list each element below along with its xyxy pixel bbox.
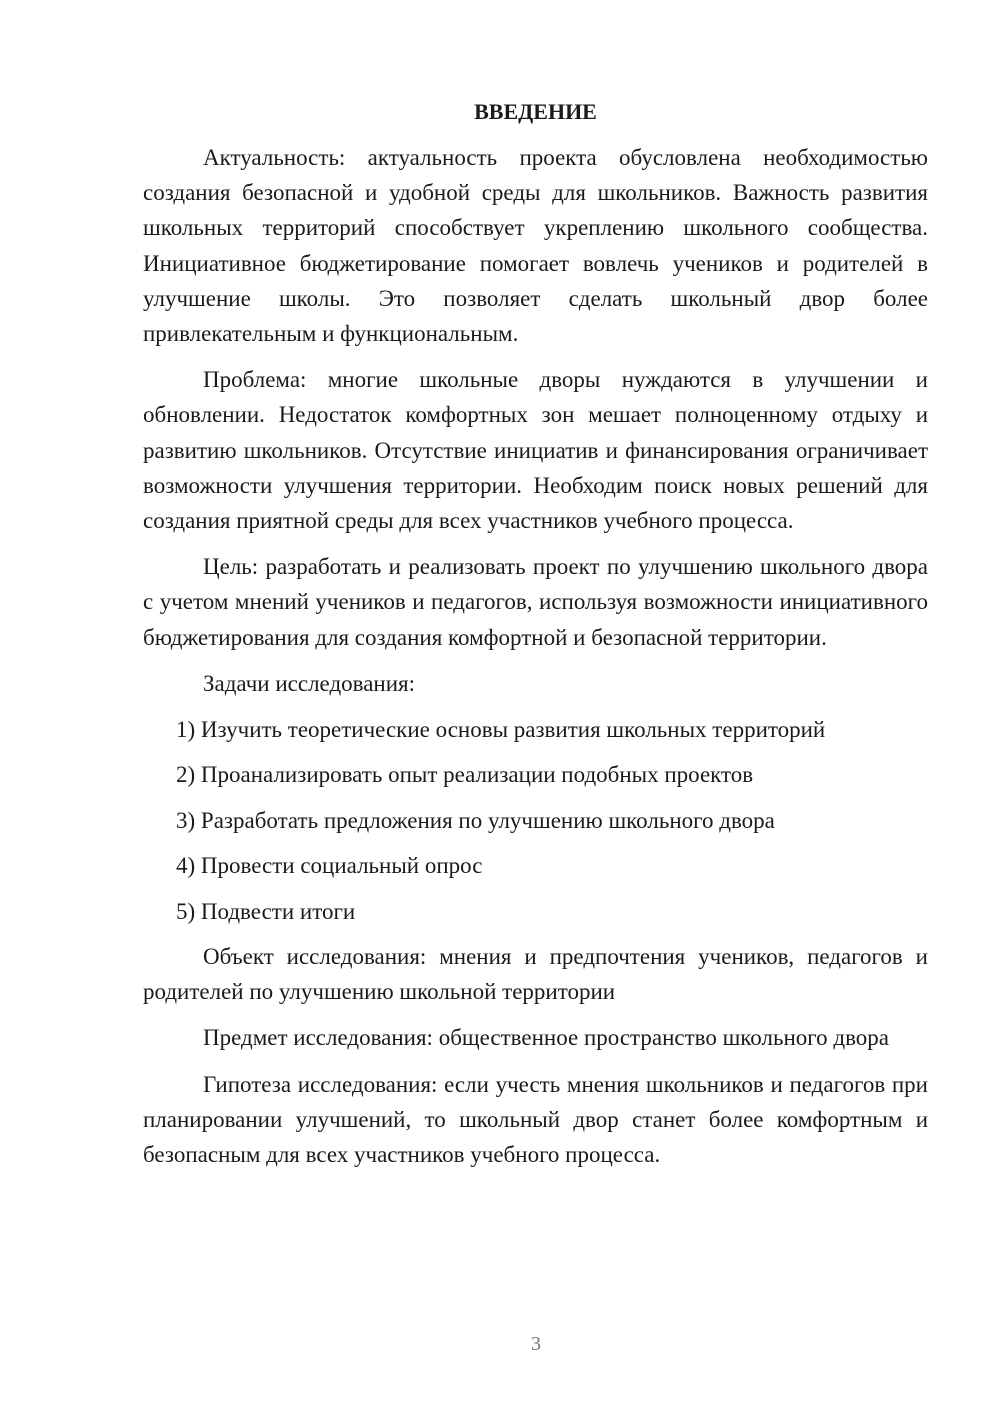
section-title: ВВЕДЕНИЕ — [474, 99, 597, 124]
task-item: 2) Проанализировать опыт реализации подобных проектов — [176, 762, 754, 788]
task-item: 4) Провести социальный опрос — [176, 853, 483, 879]
task-item: 1) Изучить теоретические основы развития школьных территорий — [176, 717, 826, 743]
subject-paragraph: Предмет исследования: общественное пространство школьного двора — [203, 1025, 890, 1051]
task-item: 3) Разработать предложения по улучшению школьного двора — [176, 807, 775, 833]
hypothesis-paragraph: Гипотеза исследования: если учесть мнения школьников и педагогов при планировании улучшений, то школьный двор станет более комфортным и безопасным для всех участников учебного процесса. — [143, 1071, 928, 1168]
object-paragraph: Объект исследования: мнения и предпочтения учеников, педагогов и родителей по улучшению школьной территории — [143, 944, 928, 1005]
page-number: 3 — [531, 1333, 541, 1355]
page-content — [143, 94, 928, 1183]
task-item: 5) Подвести итоги — [176, 898, 356, 924]
problem-paragraph: Проблема: многие школьные дворы нуждаются в улучшении и обновлении. Недостаток комфортных зон мешает полноценному отдыху и развитию школьников. Отсутствие инициатив и финансирования ограничивает возможности улучшения территории. Необходим поиск новых решений для создания приятной среды для всех участников учебного процесса. — [143, 367, 928, 534]
goal-paragraph: Цель: разработать и реализовать проект по улучшению школьного двора с учетом мнений учеников и педагогов, используя возможности инициативного бюджетирования для создания комфортной и безопасной территории. — [143, 554, 928, 650]
tasks-heading: Задачи исследования: — [203, 670, 416, 696]
tasks-list — [143, 712, 928, 929]
relevance-paragraph: Актуальность: актуальность проекта обусловлена необходимостью создания безопасной и удобной среды для школьников. Важность развития школьных территорий способствует укреплению школьного сообщества. Инициативное бюджетирование помогает вовлечь учеников и родителей в улучшение школы. Это позволяет сделать школьный двор более привлекательным и функциональным. — [143, 145, 928, 347]
